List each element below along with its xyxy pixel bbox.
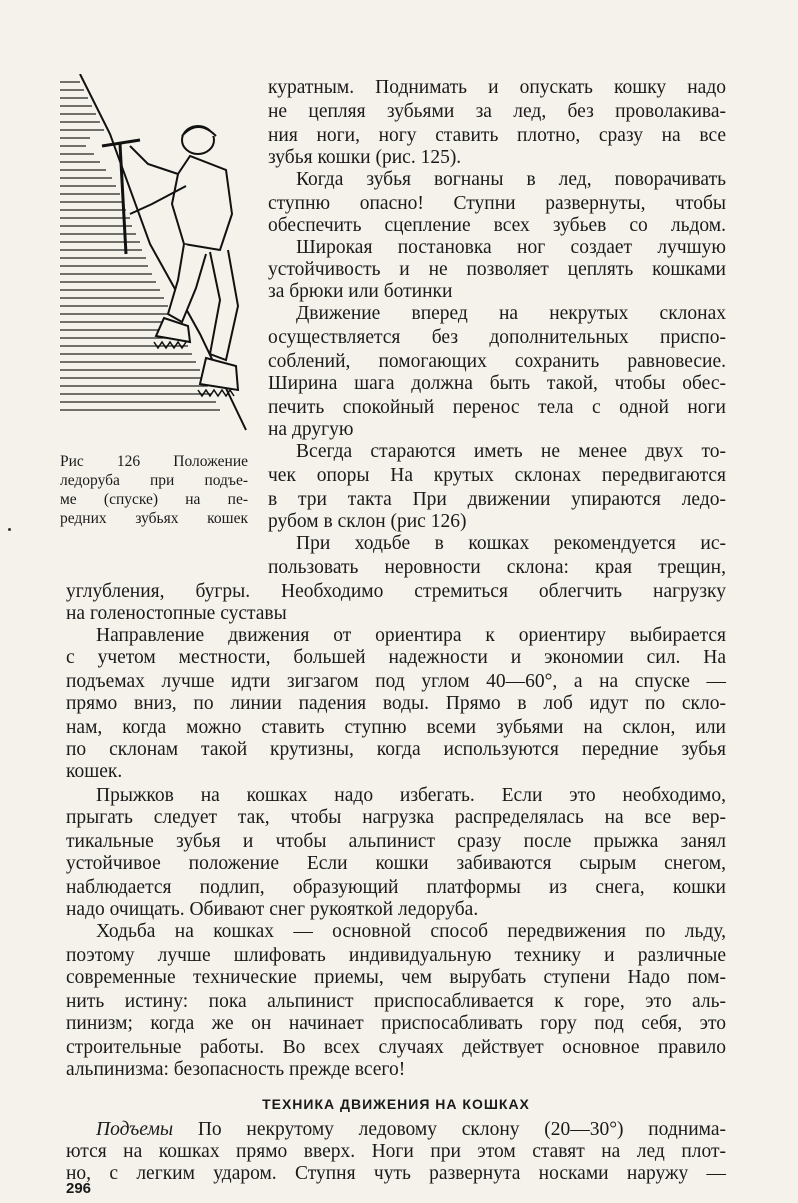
text-line: на другую	[268, 419, 354, 440]
text-line: надо очищать. Обивают снег рукояткой ледоруба.	[66, 899, 479, 920]
text-line: соблений, помогающих сохранить равновесие.	[268, 351, 726, 372]
text-line: прыгать следует так, чтобы нагрузка распределялась на все вер-	[66, 807, 726, 828]
text-line: Ширина шага должна быть такой, чтобы обес-	[268, 373, 726, 394]
text-line: альпинизма: безопасность прежде всего!	[66, 1059, 406, 1080]
text-line: зубья кошки (рис. 125).	[268, 147, 462, 168]
text-line: не цепляя зубьями за лед, без проволакива-	[268, 101, 726, 122]
text-line: строительные работы. Во всех случаях действует основное правило	[66, 1037, 726, 1058]
text-line: по склонам такой крутизны, когда используются передние зубья	[66, 739, 726, 760]
text-line: рубом в склон (рис 126)	[268, 511, 467, 532]
paragraph-text: По некрутому ледовому склону (20—30°) поднима-	[173, 1119, 726, 1140]
text-line: Ходьба на кошках — основной способ передвижения по льду,	[96, 921, 726, 942]
text-line: При ходьбе в кошках рекомендуется ис-	[296, 533, 726, 554]
page-number: 296	[66, 1180, 92, 1197]
text-line: подъемах лучше идти зигзагом под углом 40—60°, а на спуске —	[66, 671, 726, 692]
text-line: кошек.	[66, 761, 123, 782]
text-line: за брюки или ботинки	[268, 281, 453, 302]
text-line: ступню опасно! Ступни развернуты, чтобы	[268, 193, 726, 214]
section-heading: ТЕХНИКА ДВИЖЕНИЯ НА КОШКАХ	[262, 1096, 530, 1112]
text-line: нить истину: пока альпинист приспосабливается к горе, это аль-	[66, 991, 726, 1012]
text-line: Движение вперед на некрутых склонах	[296, 303, 726, 324]
caption-line: ме (спуске) на пе-	[60, 491, 248, 508]
text-line: современные технические приемы, чем вырубать ступени Надо пом-	[66, 967, 726, 988]
text-line: осуществляется без дополнительных приспо-	[268, 327, 726, 348]
text-line: Направление движения от ориентира к ориентиру выбирается	[96, 625, 726, 646]
text-line: устойчивое положение Если кошки забиваются сырым снегом,	[66, 853, 726, 874]
text-line: поэтому лучше шлифовать индивидуальную технику и различные	[66, 945, 726, 966]
text-line: на голеностопные суставы	[66, 603, 287, 624]
text-line: тикальные зубья и чтобы альпинист сразу после прыжка занял	[66, 831, 726, 852]
text-line: обеспечить сцепление всех зубьев со льдом.	[268, 215, 726, 236]
text-line: устойчивость и не позволяет цеплять кошками	[268, 259, 726, 280]
text-line: прямо вниз, по линии падения воды. Прямо в лоб идут по скло-	[66, 693, 726, 714]
text-line	[96, 1118, 726, 1141]
caption-line: ледоруба при подъе-	[60, 472, 248, 489]
climber-illustration	[60, 74, 250, 444]
text-line: пользовать неровности склона: края трещин,	[268, 557, 726, 578]
text-line: Всегда стараются иметь не менее двух то-	[296, 441, 726, 462]
text-line: в три такта При движении упираются ледо-	[268, 489, 726, 510]
caption-line: Рис 126 Положение	[60, 453, 248, 470]
figure-caption	[60, 452, 248, 528]
text-line: Прыжков на кошках надо избегать. Если это необходимо,	[96, 785, 726, 806]
text-line: но, с легким ударом. Ступня чуть развернута носками наружу —	[66, 1163, 726, 1184]
text-line: чек опоры На крутых склонах передвигаются	[268, 465, 726, 486]
caption-line: редних зубьях кошек	[60, 510, 248, 527]
text-line: печить спокойный перенос тела с одной ноги	[268, 397, 726, 418]
text-line: с учетом местности, большей надежности и экономии сил. На	[66, 647, 726, 668]
text-line: ются на кошках прямо вверх. Ноги при этом ставят на лед плот-	[66, 1141, 726, 1162]
climber-with-ice-axe-image	[60, 74, 250, 444]
margin-mark	[8, 528, 11, 531]
text-line: наблюдается подлип, образующий платформы из снега, кошки	[66, 877, 726, 898]
text-line: куратным. Поднимать и опускать кошку надо	[268, 77, 726, 98]
text-line: ния ноги, ногу ставить плотно, сразу на все	[268, 125, 726, 146]
text-line: нам, когда можно ставить ступню всеми зубьями на склон, или	[66, 717, 726, 738]
text-line: Широкая постановка ног создает лучшую	[296, 237, 726, 258]
text-line: Когда зубья вогнаны в лед, поворачивать	[296, 169, 726, 190]
text-line: пинизм; когда же он начинает приспосабливать гору под себя, это	[66, 1013, 726, 1034]
text-line: углубления, бугры. Необходимо стремиться облегчить нагрузку	[66, 581, 726, 602]
paragraph-lead: Подъемы	[96, 1119, 174, 1140]
